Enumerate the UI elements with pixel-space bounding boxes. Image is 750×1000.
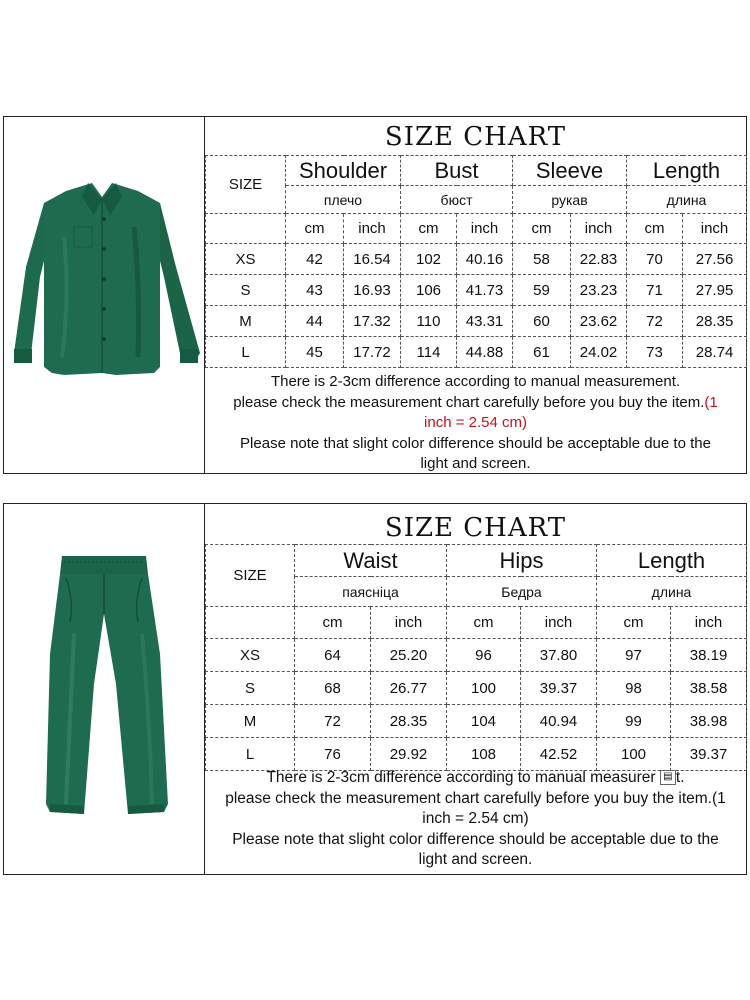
col-waist-ru: паясніца [295, 577, 447, 607]
value-cell: 76 [295, 738, 371, 771]
unit-cell: inch [371, 607, 447, 639]
col-bust: Bust [401, 156, 513, 186]
value-cell: 37.80 [521, 639, 597, 672]
value-cell: 29.92 [371, 738, 447, 771]
size-header: SIZE [206, 156, 286, 214]
value-cell: 16.93 [344, 275, 401, 306]
note-line: light and screen. [418, 851, 533, 868]
table-row [206, 275, 747, 306]
table-row [206, 672, 747, 705]
value-cell: 61 [513, 337, 571, 368]
col-sleeve-ru: рукав [513, 186, 627, 214]
value-cell: 40.94 [521, 705, 597, 738]
note-red-text: (1 [704, 393, 718, 411]
table-row [206, 639, 747, 672]
col-length: Length [597, 545, 747, 577]
unit-cell: inch [671, 607, 747, 639]
table-row [206, 244, 747, 275]
value-cell: 16.54 [344, 244, 401, 275]
note-line: please check the measurement chart carefully before you buy the item.(1 [225, 789, 726, 807]
note-line [205, 393, 746, 414]
value-cell: 72 [627, 306, 683, 337]
col-bust-ru: бюст [401, 186, 513, 214]
value-cell: 38.19 [671, 639, 747, 672]
unit-row [206, 214, 747, 244]
green-pants-illustration [4, 504, 204, 876]
shirt-size-chart-panel [3, 116, 747, 474]
value-cell: 41.73 [457, 275, 513, 306]
pants-size-chart-panel [3, 503, 747, 875]
unit-blank [206, 607, 295, 639]
value-cell: 38.58 [671, 672, 747, 705]
col-hips-ru: Бедра [447, 577, 597, 607]
col-waist: Waist [295, 545, 447, 577]
chart-title: SIZE CHART [384, 122, 567, 152]
shirt-size-table [205, 155, 747, 368]
table-row [206, 306, 747, 337]
note-text: please check the measurement chart carefully before you buy the item. [233, 393, 705, 411]
value-cell: 38.98 [671, 705, 747, 738]
chart-title: SIZE CHART [384, 513, 567, 543]
col-shoulder-ru: плечо [286, 186, 401, 214]
unit-cell: cm [286, 214, 344, 244]
unit-cell: inch [344, 214, 401, 244]
unit-blank [206, 214, 286, 244]
value-cell: 25.20 [371, 639, 447, 672]
unit-cell: cm [295, 607, 371, 639]
shirt-notes [205, 372, 746, 475]
size-cell: L [206, 738, 295, 771]
value-cell: 96 [447, 639, 521, 672]
value-cell: 60 [513, 306, 571, 337]
value-cell: 17.72 [344, 337, 401, 368]
green-shirt-illustration [4, 117, 204, 475]
value-cell: 42.52 [521, 738, 597, 771]
col-shoulder: Shoulder [286, 156, 401, 186]
size-header: SIZE [206, 545, 295, 607]
unit-row [206, 607, 747, 639]
unit-cell: cm [627, 214, 683, 244]
col-length: Length [627, 156, 747, 186]
value-cell: 99 [597, 705, 671, 738]
pants-size-chart [205, 504, 746, 874]
pants-size-table [205, 544, 747, 771]
note-red-line: inch = 2.54 cm) [424, 414, 527, 431]
pants-image [4, 504, 205, 874]
col-sleeve: Sleeve [513, 156, 627, 186]
value-cell: 39.37 [671, 738, 747, 771]
value-cell: 97 [597, 639, 671, 672]
value-cell: 23.23 [571, 275, 627, 306]
value-cell: 42 [286, 244, 344, 275]
table-row [206, 705, 747, 738]
value-cell: 110 [401, 306, 457, 337]
value-cell: 39.37 [521, 672, 597, 705]
size-cell: M [206, 306, 286, 337]
unit-cell: cm [401, 214, 457, 244]
value-cell: 24.02 [571, 337, 627, 368]
paste-options-icon[interactable]: ▤ [660, 770, 676, 785]
note-line: Please note that slight color difference should be acceptable due to the [232, 830, 719, 848]
value-cell: 98 [597, 672, 671, 705]
unit-cell: cm [597, 607, 671, 639]
col-hips: Hips [447, 545, 597, 577]
value-cell: 27.95 [683, 275, 747, 306]
unit-cell: inch [521, 607, 597, 639]
pants-notes [205, 768, 746, 871]
note-line: Please note that slight color difference should be acceptable due to the [240, 434, 711, 452]
shirt-rows [206, 244, 747, 368]
header-row [206, 545, 747, 577]
unit-cell: cm [513, 214, 571, 244]
size-cell: L [206, 337, 286, 368]
ru-header-row [206, 186, 747, 214]
value-cell: 59 [513, 275, 571, 306]
col-length-ru: длина [627, 186, 747, 214]
value-cell: 68 [295, 672, 371, 705]
value-cell: 72 [295, 705, 371, 738]
value-cell: 40.16 [457, 244, 513, 275]
table-row [206, 738, 747, 771]
value-cell: 73 [627, 337, 683, 368]
value-cell: 28.35 [371, 705, 447, 738]
table-row [206, 337, 747, 368]
note-line: light and screen. [420, 455, 531, 472]
value-cell: 28.35 [683, 306, 747, 337]
size-cell: XS [206, 244, 286, 275]
value-cell: 70 [627, 244, 683, 275]
value-cell: 100 [447, 672, 521, 705]
value-cell: 28.74 [683, 337, 747, 368]
note-line [205, 768, 746, 789]
note-line: inch = 2.54 cm) [422, 810, 529, 827]
size-cell: S [206, 672, 295, 705]
value-cell: 22.83 [571, 244, 627, 275]
unit-cell: inch [457, 214, 513, 244]
value-cell: 58 [513, 244, 571, 275]
value-cell: 114 [401, 337, 457, 368]
shirt-image [4, 117, 205, 473]
note-text: t. [675, 769, 685, 786]
unit-cell: cm [447, 607, 521, 639]
value-cell: 23.62 [571, 306, 627, 337]
size-cell: S [206, 275, 286, 306]
value-cell: 43 [286, 275, 344, 306]
col-length-ru: длина [597, 577, 747, 607]
unit-cell: inch [683, 214, 747, 244]
header-row [206, 156, 747, 186]
value-cell: 104 [447, 705, 521, 738]
note-text: There is 2-3cm difference according to manual measurer [266, 769, 656, 786]
value-cell: 44.88 [457, 337, 513, 368]
value-cell: 45 [286, 337, 344, 368]
note-line: There is 2-3cm difference according to manual measurement. [270, 373, 681, 390]
pants-rows [206, 639, 747, 771]
value-cell: 44 [286, 306, 344, 337]
size-cell: XS [206, 639, 295, 672]
value-cell: 100 [597, 738, 671, 771]
value-cell: 102 [401, 244, 457, 275]
value-cell: 26.77 [371, 672, 447, 705]
shirt-size-chart [205, 117, 746, 473]
value-cell: 27.56 [683, 244, 747, 275]
value-cell: 106 [401, 275, 457, 306]
value-cell: 64 [295, 639, 371, 672]
value-cell: 108 [447, 738, 521, 771]
unit-cell: inch [571, 214, 627, 244]
size-cell: M [206, 705, 295, 738]
value-cell: 17.32 [344, 306, 401, 337]
value-cell: 71 [627, 275, 683, 306]
value-cell: 43.31 [457, 306, 513, 337]
